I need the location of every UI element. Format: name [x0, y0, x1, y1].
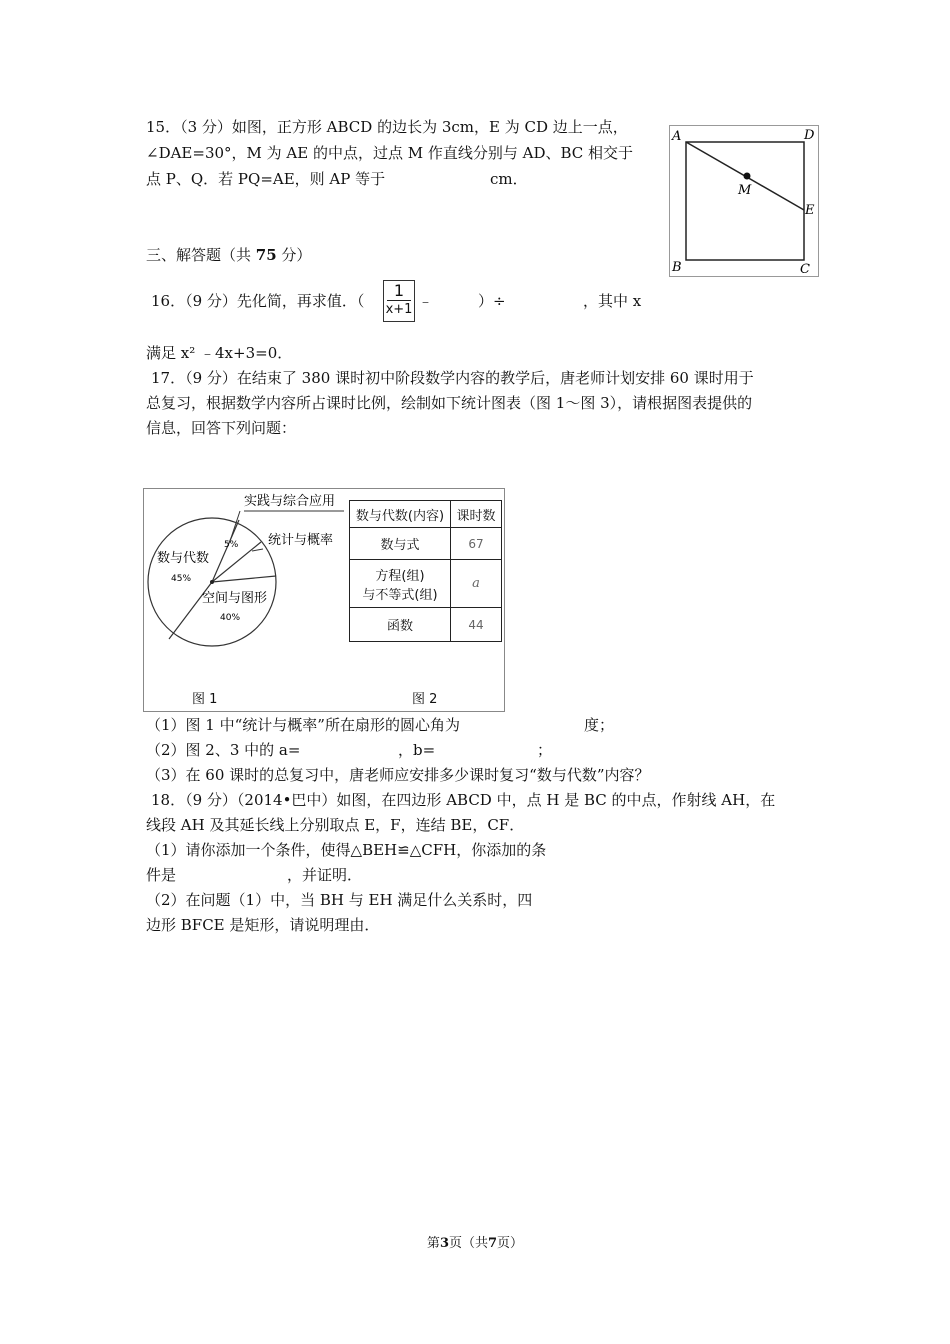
figure-2-caption: 图 2 [412, 692, 438, 707]
q16-suffix: ，其中 x [583, 292, 642, 310]
q17-line-1: 17．（9 分）在结束了 380 课时初中阶段数学内容的教学后，唐老师计划安排 60 课时用于 [151, 369, 754, 387]
q17-line-3: 信息，回答下列问题： [146, 419, 297, 437]
label-m: M [738, 183, 752, 198]
q18-line-5: （2）在问题（1）中，当 BH 与 EH 满足什么关系时，四 [146, 891, 533, 909]
page-footer: 第3页（共7页） [426, 1236, 524, 1251]
table-header-hours: 课时数 [451, 501, 502, 528]
pie-label-statistics: 统计与概率 [268, 533, 334, 548]
q17-figure [143, 488, 505, 712]
table-cell-hours: 67 [451, 528, 502, 560]
q18-line-6: 边形 BFCE 是矩形，请说明理由． [146, 916, 380, 934]
label-d: D [804, 128, 815, 143]
table-cell-hours: a [451, 560, 502, 608]
q17-sub-2-end: ； [537, 741, 553, 759]
pie-label-geometry: 空间与图形 [202, 591, 268, 606]
pie-chart [144, 489, 354, 689]
q16-condition: 满足 x² ﹣4x+3=0． [146, 344, 293, 362]
label-a: A [672, 129, 682, 144]
table-cell-content: 函数 [350, 608, 451, 642]
label-e: E [805, 203, 815, 218]
pie-pct-geometry: 40% [220, 613, 241, 623]
q17-sub-1: （1）图 1 中“统计与概率”所在扇形的圆心角为 [146, 716, 460, 734]
pie-label-algebra: 数与代数 [157, 551, 210, 566]
pie-label-practice: 实践与综合应用 [244, 494, 336, 509]
q17-sub-1-end: 度； [584, 716, 615, 734]
square-diagram [670, 126, 818, 276]
figure-1-caption: 图 1 [192, 692, 218, 707]
q15-line-3: 点 P、Q．若 PQ=AE，则 AP 等于 [146, 170, 386, 188]
q18-line-3: （1）请你添加一个条件，使得△BEH≌△CFH，你添加的条 [146, 841, 547, 859]
table-row [350, 608, 502, 642]
fraction-numerator: 1 [393, 281, 405, 300]
fraction-denominator: x+1 [385, 302, 413, 317]
q15-line-2: ∠DAE=30°，M 为 AE 的中点，过点 M 作直线分别与 AD、BC 相交于 [146, 144, 634, 162]
q17-sub-2: （2）图 2、3 中的 a= [146, 741, 301, 759]
q17-sub-3: （3）在 60 课时的总复习中，唐老师应安排多少课时复习“数与代数”内容？ [146, 766, 650, 784]
q18-line-2: 线段 AH 及其延长线上分别取点 E，F，连结 BE，CF． [146, 816, 525, 834]
pie-pct-practice: 5% [224, 540, 239, 550]
q16-div: ）÷ [478, 292, 506, 310]
class-hours-table [349, 500, 502, 642]
q15-figure [669, 125, 819, 277]
q18-line-4: 件是 [146, 866, 177, 884]
q16-minus: ﹣ [418, 292, 434, 310]
table-cell-content: 方程(组) 与不等式(组) [350, 560, 451, 608]
table-cell-content: 数与式 [350, 528, 451, 560]
label-c: C [800, 262, 810, 276]
table-row [350, 560, 502, 608]
section-3-heading: 三、解答题（共 75 分） [146, 246, 312, 264]
table-header-content: 数与代数(内容) [350, 501, 451, 528]
label-b: B [672, 260, 682, 275]
table-cell-hours: 44 [451, 608, 502, 642]
table-row [350, 528, 502, 560]
q16-fraction [383, 280, 415, 322]
pie-pct-algebra: 45% [171, 574, 192, 584]
q16-prefix: 16．（9 分）先化简，再求值．（ [151, 292, 365, 310]
q15-answer-unit: cm． [490, 170, 528, 188]
q17-sub-2-b: ，b= [398, 741, 436, 759]
q17-line-2: 总复习，根据数学内容所占课时比例，绘制如下统计图表（图 1～图 3），请根据图表提供的 [146, 394, 753, 412]
q18-line-1: 18．（9 分）（2014•巴中）如图，在四边形 ABCD 中，点 H 是 BC 的中点，作射线 AH，在 [151, 791, 776, 809]
q15-line-1: 15．（3 分）如图，正方形 ABCD 的边长为 3cm，E 为 CD 边上一点， [146, 118, 628, 136]
q18-line-4-end: ，并证明． [287, 866, 363, 884]
